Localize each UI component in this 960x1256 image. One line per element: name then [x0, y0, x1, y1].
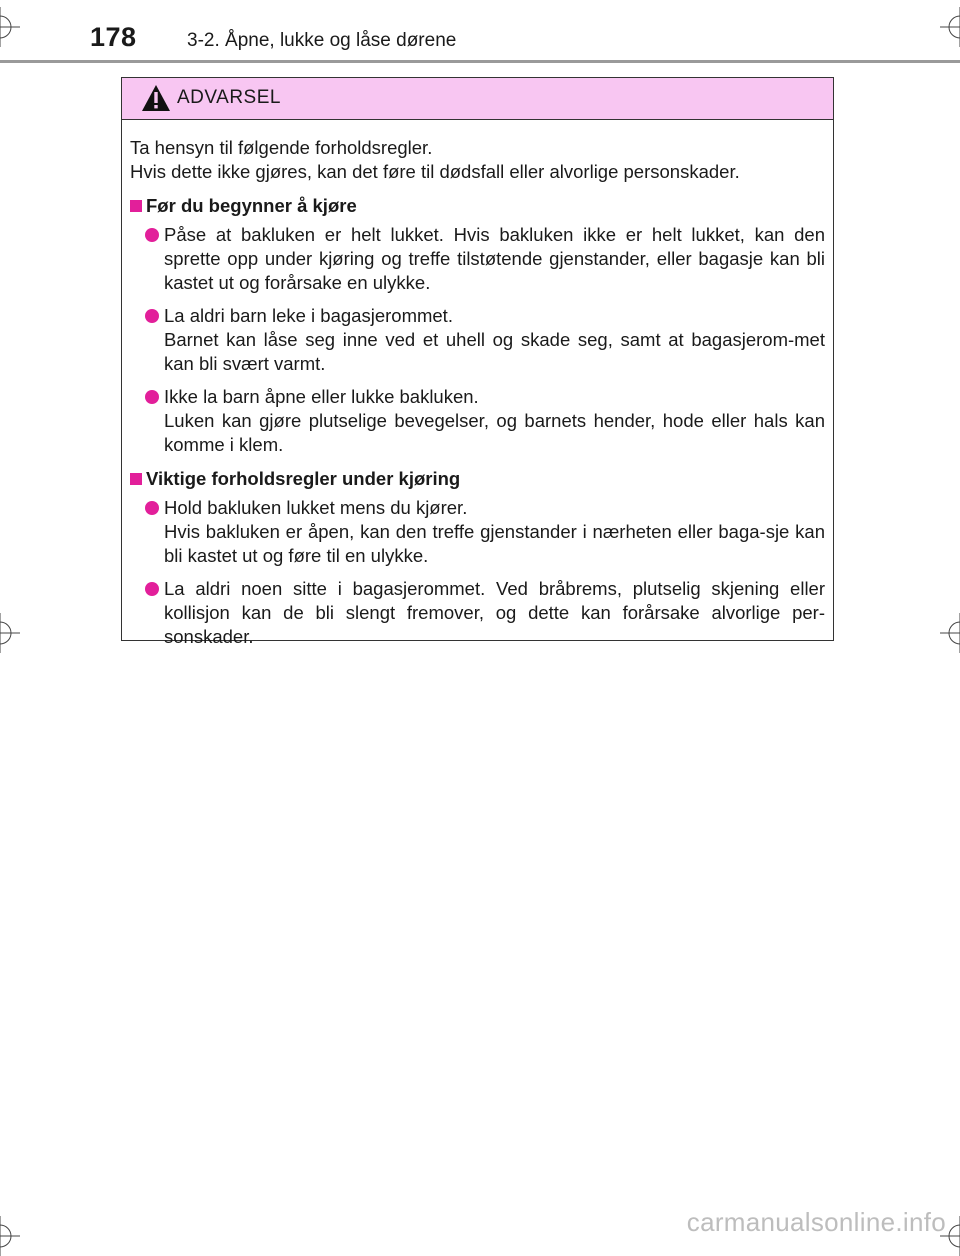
round-bullet-icon: [145, 390, 159, 404]
section-title: 3-2. Åpne, lukke og låse dørene: [187, 30, 457, 51]
registration-mark-icon: [0, 7, 20, 47]
warning-triangle-icon: [141, 84, 171, 112]
list-item: [130, 304, 825, 376]
warning-title: ADVARSEL: [177, 87, 281, 108]
list-item-text: Barnet kan låse seg inne ved et uhell og skade seg, samt at bagasjerom-met kan bli svært varmt.: [164, 329, 825, 374]
registration-mark-icon: [0, 613, 20, 653]
list-item-text: Luken kan gjøre plutselige bevegelser, og barnets hender, hode eller hals kan komme i klem.: [164, 410, 825, 455]
section-heading-text: Før du begynner å kjøre: [146, 195, 357, 216]
list-item-text: Hold bakluken lukket mens du kjører.: [164, 497, 468, 518]
square-bullet-icon: [130, 200, 142, 212]
round-bullet-icon: [145, 228, 159, 242]
round-bullet-icon: [145, 501, 159, 515]
list-item: [130, 385, 825, 457]
registration-mark-icon: [940, 613, 960, 653]
intro-line: Ta hensyn til følgende forholdsregler.: [130, 137, 433, 158]
list-item-text: Påse at bakluken er helt lukket. Hvis bakluken ikke er helt lukket, kan den sprette opp under kjøring og treffe tilstøtende gjenstander, eller bagasje kan bli kastet ut og forårsake en ulykke.: [164, 224, 825, 293]
warning-section: [130, 467, 825, 649]
warning-body: [122, 120, 833, 649]
list-item-text: Ikke la barn åpne eller lukke bakluken.: [164, 386, 479, 407]
registration-mark-icon: [0, 1216, 20, 1256]
warning-header: [122, 78, 833, 120]
section-heading-text: Viktige forholdsregler under kjøring: [146, 468, 461, 489]
intro-line: Hvis dette ikke gjøres, kan det føre til dødsfall eller alvorlige personskader.: [130, 161, 740, 182]
registration-mark-icon: [940, 7, 960, 47]
section-heading: [130, 467, 825, 491]
round-bullet-icon: [145, 582, 159, 596]
list-item-text: La aldri barn leke i bagasjerommet.: [164, 305, 453, 326]
warning-box: [121, 77, 834, 647]
list-item: [130, 496, 825, 568]
list-item: [130, 577, 825, 649]
warning-section: [130, 194, 825, 457]
section-heading: [130, 194, 825, 218]
list-item: [130, 223, 825, 295]
watermark: carmanualsonline.info: [686, 1207, 946, 1237]
round-bullet-icon: [145, 309, 159, 323]
list-item-text: Hvis bakluken er åpen, kan den treffe gjenstander i nærheten eller baga-sje kan bli kastet ut og føre til en ulykke.: [164, 521, 825, 566]
list-item-text: La aldri noen sitte i bagasjerommet. Ved bråbrems, plutselig skjening eller kollisjon kan de bli slengt fremover, og dette kan forårsake alvorlige per-sonskader.: [164, 578, 825, 647]
square-bullet-icon: [130, 473, 142, 485]
header-divider: [0, 60, 960, 63]
page-number: 178: [90, 22, 137, 52]
